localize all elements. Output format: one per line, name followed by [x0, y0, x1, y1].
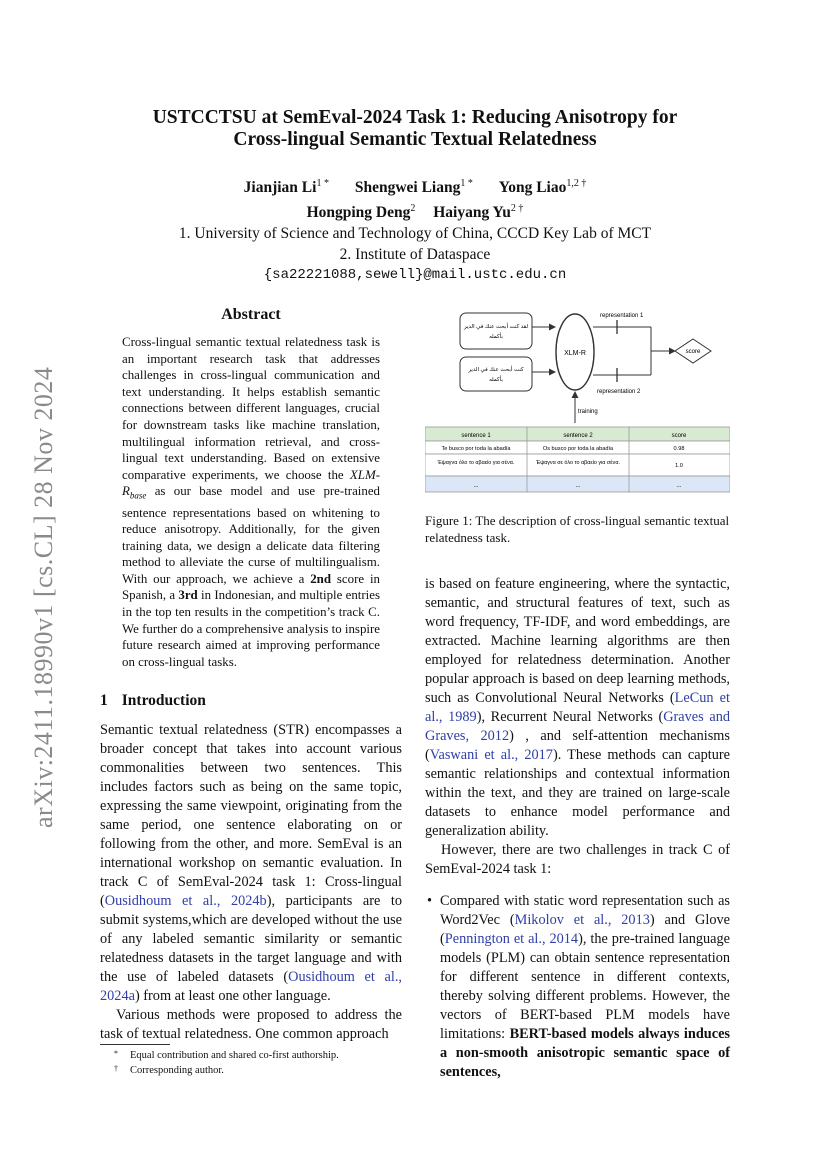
arabic-sentence-1-line-2: بأكمله — [489, 334, 503, 340]
model-name: XLM-$R_{base}$ — [122, 467, 380, 501]
citation-link[interactable]: LeCun et al., 1989 — [425, 690, 730, 725]
table-cell: ... — [575, 483, 581, 489]
rank-spanish: 2nd — [310, 571, 332, 586]
arabic-sentence-1-line-1: لقد كنت أبحث عنك في الدير — [463, 324, 529, 330]
footnote-1: * Equal contribution and shared co-first authorship. — [100, 1048, 402, 1063]
author-name: Shengwei Liang — [354, 179, 461, 197]
section-title: Introduction — [121, 692, 206, 709]
model-subscript: base — [129, 490, 147, 501]
footnote-rule — [100, 1044, 170, 1045]
training-data-table — [425, 427, 730, 492]
intro-paragraph-2: Various methods were proposed to address the task of textual relatedness. One common approach — [100, 1007, 402, 1042]
intro-paragraph-1: Semantic textual relatedness (STR) encompasses a broader concept that takes into account various commonalities between two sentences. This includes factors such as being on the same topic, expressing the same viewpoint, originating from the same period, one sentence elaborating on or following from the other, and more. SemEval is an international workshop on semantic evaluation. In track C of SemEval-2024 task 1: Cross-lingual (Ousidhoum et al., 2024b), participants are to submit systems,which are developed without the use of any labeled semantic similarity or semantic relatedness datasets in the target language and with the use of labeled datasets (Ousidhoum et al., 2024a) from at least one other language. — [100, 722, 403, 1004]
abstract-text: in Indonesian, and multiple entries in the top ten results in the competition’s track C. We further do a comprehensive analysis to inspire future research aimed at improving performance on cross-lingual tasks. — [122, 588, 380, 669]
author-name: Yong Liao — [498, 179, 567, 197]
paper-title — [100, 107, 730, 151]
training-label: training — [578, 409, 598, 415]
author-name: Jianjian Li — [243, 179, 317, 197]
arabic-sentence-2-line-2: بأكمله — [489, 377, 503, 383]
abstract-body — [122, 334, 380, 670]
table-cell: Έψαγνα σε όλο το αβαείο για σένα. — [536, 460, 620, 466]
author-line-1 — [100, 173, 730, 198]
figure-1 — [425, 305, 730, 505]
input-sentence-box-1 — [460, 313, 532, 349]
author-affiliation-mark: 1,2 † — [566, 178, 587, 189]
table-header-cell: sentence 1 — [461, 433, 491, 439]
table-cell: Έψαγνα όλο το αβαείο για σένα. — [437, 460, 515, 466]
abstract-text: Cross-lingual semantic textual relatedness task is an important research task that addresses challenges in cross-lingual communication and text understanding. It helps establish semantic connections between different languages, crucial for downstream tasks like machine translation, multilingual information retrieval, and cross-lingual text understanding. Based on extensive comparative experiments, we choose the — [122, 335, 380, 482]
right-paragraph-2: However, there are two challenges in track C of SemEval-2024 task 1: — [425, 842, 730, 877]
intro-left-column — [100, 721, 402, 1044]
citation-link[interactable]: Ousidhoum et al., 2024a — [100, 969, 403, 1004]
table-cell: Te busco por toda la abadía — [441, 446, 511, 452]
author-affiliation-mark: 1 * — [316, 178, 329, 189]
table-header-cell: sentence 2 — [563, 433, 593, 439]
bullet-marker: • — [427, 893, 433, 909]
footnote-mark: † — [114, 1064, 118, 1073]
section-number: 1 — [100, 692, 108, 709]
representation-2-label: representation 2 — [597, 389, 641, 395]
citation-link[interactable]: Mikolov et al., 2013 — [514, 912, 650, 928]
citation-link[interactable]: Graves and Graves, 2012 — [425, 709, 730, 744]
table-header-cell: score — [671, 433, 687, 439]
challenge-bullet-1: • Compared with static word representation such as Word2Vec (Mikolov et al., 2013) and Glove (Pennington et al., 2014), the pre-trained language models (PLM) can obtain sentence representation for different sentence in different contexts, thereby solving different problems. However, the vectors of BERT-based PLM models have limitations: BERT-based models always induces a non-smooth anisotropic semantic space of sentences, — [427, 893, 730, 1080]
abstract-text: as our base model and use pre-trained sentence representations based on whitening to reduce anisotropy. Additionally, for the given training data, we design a delicate data filtering method to alleviate the curse of multilingualism. With our approach, we achieve a — [122, 484, 380, 586]
table-cell: 1.0 — [675, 463, 683, 469]
author-line-2 — [100, 198, 730, 223]
table-cell: ... — [676, 483, 682, 489]
rank-indonesian: 3rd — [178, 588, 198, 603]
citation-link[interactable]: Pennington et al., 2014 — [444, 931, 579, 947]
abstract-heading: Abstract — [221, 306, 281, 323]
author-affiliation-mark: 2 † — [510, 203, 524, 215]
author-affiliation-mark: 1 * — [460, 178, 473, 189]
representation-1-label: representation 1 — [600, 313, 644, 319]
figure-caption: Figure 1: The description of cross-lingual semantic textual relatedness task. — [425, 513, 730, 545]
table-cell: ... — [473, 483, 479, 489]
arxiv-identifier: arXiv:2411.18990v1 [cs.CL] 28 Nov 2024 — [29, 366, 58, 828]
affiliation-2: 2. Institute of Dataspace — [339, 246, 491, 264]
author-email: {sa22221088,sewell}@mail.ustc.edu.cn — [263, 267, 567, 284]
table-cell: Os busco por toda la abadía — [542, 446, 614, 452]
citation-link[interactable]: Vaswani et al., 2017 — [429, 747, 553, 763]
affiliation-1: 1. University of Science and Technology of China, CCCD Key Lab of MCT — [178, 225, 652, 243]
footnote-mark: * — [114, 1049, 118, 1058]
author-block — [100, 173, 730, 286]
citation-link[interactable]: Ousidhoum et al., 2024b — [104, 893, 267, 909]
bold-claim: BERT-based models always induces a non-smooth anisotropic semantic space of sentences, — [440, 1026, 730, 1080]
right-column — [425, 575, 730, 879]
footnote-2: † Corresponding author. — [100, 1063, 402, 1078]
abstract-text: score in Spanish, a — [122, 571, 380, 603]
arabic-sentence-2-line-1: كنت أبحث عنك في الدير — [468, 367, 524, 373]
footnotes — [100, 1048, 402, 1078]
figure-diagram — [425, 305, 730, 505]
title-line-2: Cross-lingual Semantic Textual Relatedness — [233, 129, 597, 150]
score-node-label: score — [685, 349, 701, 355]
title-line-1: USTCCTSU at SemEval-2024 Task 1: Reducing Anisotropy for — [152, 107, 678, 128]
author-name: Haiyang Yu — [433, 204, 511, 222]
right-paragraph-1: is based on feature engineering, where the syntactic, semantic, and structural features of text, such as word frequency, TF-IDF, and word embeddings, are extracted. Machine learning algorithms are then employed for relatedness determination. Another popular approach is based on deep learning methods, such as Convolutional Neural Networks (LeCun et al., 1989), Recurrent Neural Networks (Graves and Graves, 2012) , and self-attention mechanisms (Vaswani et al., 2017). These methods can capture semantic relationships and contextual information within the text, and they are trained on large-scale datasets to enhance model performance and generalization ability. — [425, 576, 730, 839]
input-sentence-box-2 — [460, 357, 532, 391]
author-name: Hongping Deng — [306, 204, 411, 222]
model-label: XLM-R — [564, 350, 586, 357]
section-heading-introduction — [100, 692, 206, 710]
table-cell: 0.98 — [673, 446, 685, 452]
author-affiliation-mark: 2 — [410, 203, 416, 215]
